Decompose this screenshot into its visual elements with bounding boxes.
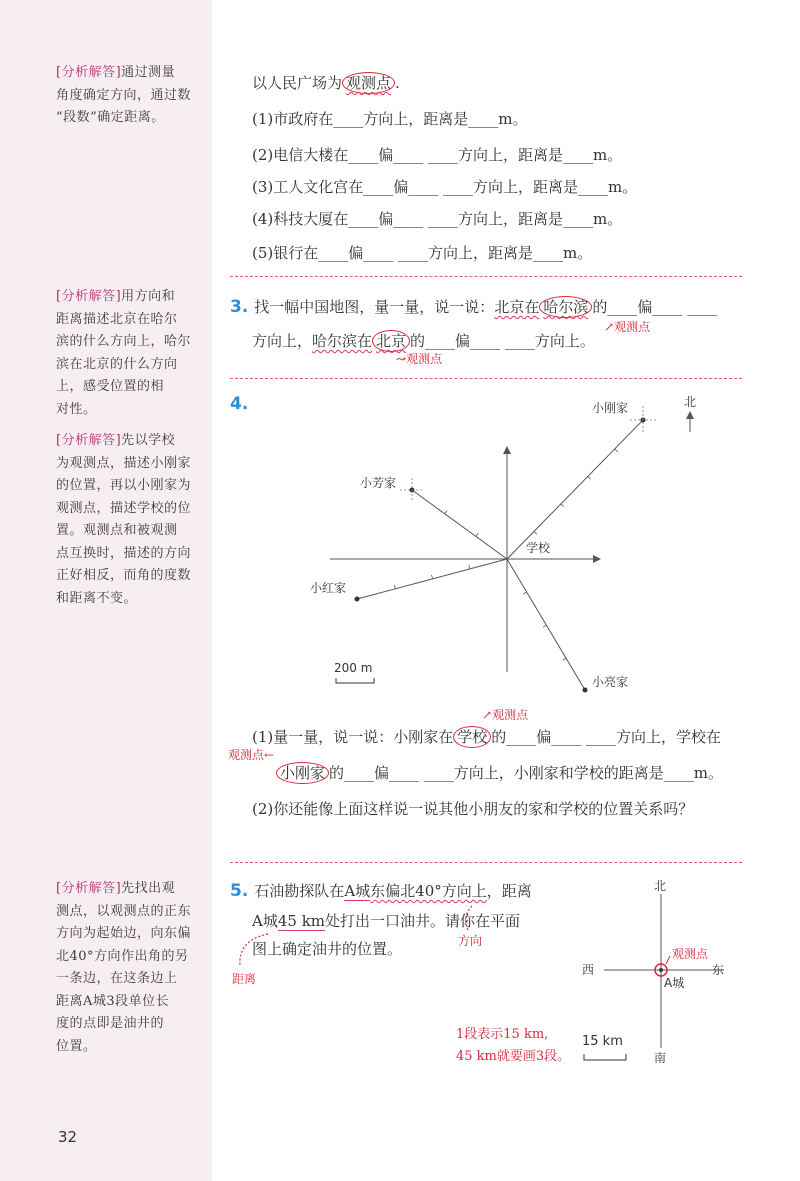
q3-line-2: 方向上，哈尔滨在 北京 的____偏____ ____方向上。 — [252, 332, 595, 350]
q4-ray-xiaohong — [357, 559, 507, 599]
q5-number: 5. — [230, 881, 249, 901]
q5-line-3: 图上确定油井的位置。 — [252, 940, 403, 958]
q5-observe-arrow — [666, 956, 670, 964]
analysis-note-4: [分析解答]先找出观 测点，以观测点的正东 方向为起始边，向东偏 北40°方向作出角的另 一条边，在这条边上 距离A城3段单位长 度的点即是油井的 位置。 — [56, 881, 192, 1054]
q2-intro: 以人民广场为 观测点 . — [252, 74, 400, 92]
q4-handwritten-observe-1: ↗观测点 — [482, 708, 529, 722]
q4-crosshairs — [400, 406, 658, 502]
q4-ray-tick — [588, 476, 591, 479]
page-number: 32 — [58, 1128, 78, 1146]
q2-item-2: (2)电信大楼在____偏____ ____方向上，距离是____m。 — [252, 146, 623, 164]
q4-label-school: 学校 — [526, 541, 551, 555]
q4-ray-tick — [432, 575, 433, 579]
q5-handwritten-distance: 距离 — [232, 972, 257, 986]
q4-label-xiaohong: 小红家 — [310, 581, 347, 595]
q5-north-label: 北 — [654, 879, 667, 893]
q4-scale-label: 200 m — [334, 661, 373, 675]
q2-observe-point-circled: 观测点 — [342, 72, 395, 94]
q5-handwritten-direction: 方向 — [458, 934, 483, 948]
q4-ray-tick — [523, 592, 526, 594]
q4-part2: (2)你还能像上面这样说一说其他小朋友的家和学校的位置关系吗？ — [252, 800, 694, 818]
q2-item-5: (5)银行在____偏____ ____方向上，距离是____m。 — [252, 244, 593, 262]
q5-city-label: A城 — [664, 976, 685, 990]
q4-ray-xiaoliang — [507, 559, 585, 690]
q4-ray-xiaofang — [412, 490, 507, 559]
q3-line-1: 3. 找一幅中国地图，量一量，说一说：北京在 哈尔滨 的____偏____ ____ — [230, 297, 718, 317]
q4-point-xiaoliang — [583, 688, 588, 693]
q4-ray-tick — [563, 658, 566, 660]
q4-label-xiaoliang: 小亮家 — [592, 675, 629, 689]
q4-position-diagram — [300, 392, 760, 692]
q4-ray-xiaogang — [507, 420, 643, 559]
q4-ray-tick — [476, 533, 478, 536]
q3-number: 3. — [230, 297, 249, 317]
analysis-note-2: [分析解答]用方向和 距离描述北京在哈尔 滨的什么方向上，哈尔 滨在北京的什么方向 上，感受位置的相 对性。 — [56, 289, 192, 417]
q4-number: 4. — [230, 394, 249, 414]
q4-handwritten-observe-2: 观测点← — [228, 748, 275, 762]
q4-xiaogang-circled: 小刚家 — [276, 762, 329, 784]
q5-scale-bar — [582, 1052, 632, 1064]
q5-direction-arrow — [454, 902, 484, 932]
q5-city-point — [659, 968, 663, 972]
q5-scale-note: 1段表示15 km, 45 km就要画3段。 — [456, 1027, 571, 1064]
q4-school-circled: 学校 — [453, 726, 491, 748]
q4-ray-tick — [445, 511, 447, 514]
q4-ray-tick — [534, 531, 537, 534]
analysis-note-3: [分析解答]先以学校 为观测点，描述小刚家 的位置，再以小刚家为 观测点，描述学校的位 置。观测点和被观测 点互换时，描述的方向 正好相反，而角的度数 和距离不变。 — [56, 433, 192, 606]
q4-scale-bar — [336, 678, 374, 683]
q5-east-label: 东 — [712, 963, 725, 977]
q5-line-2: A城45 km处打出一口油井。请你在平面 — [252, 912, 521, 930]
q4-label-xiaogang: 小刚家 — [592, 401, 629, 415]
q4-part1-line1: (1)量一量，说一说：小刚家在 学校 的____偏____ ____方向上，学校在 — [252, 728, 722, 746]
q3-handwritten-observe-2: ↝观测点 — [396, 352, 443, 366]
divider-2 — [230, 378, 742, 379]
q3-beijing-circled: 北京 — [372, 330, 410, 352]
q4-ray-tick — [543, 625, 546, 627]
q5-distance-arrow — [228, 928, 278, 968]
q4-part1-line2: 小刚家 的____偏____ ____方向上，小刚家和学校的距离是____m。 — [276, 762, 723, 783]
q5-south-label: 南 — [654, 1051, 667, 1065]
q4-label-xiaofang: 小芳家 — [360, 476, 397, 490]
q5-scale-label: 15 km — [582, 1034, 623, 1049]
divider-1 — [230, 276, 742, 277]
q4-ray-tick — [561, 504, 564, 507]
q2-item-4: (4)科技大厦在____偏____ ____方向上，距离是____m。 — [252, 210, 623, 228]
q4-ray-tick — [615, 449, 618, 452]
q3-handwritten-observe-1: ↗观测点 — [604, 320, 651, 334]
q5-west-label: 西 — [582, 963, 595, 977]
q4-north-label: 北 — [684, 395, 697, 409]
q4-point-xiaohong — [355, 597, 360, 602]
q5-line-1: 5. 石油勘探队在A城东偏北40°方向上，距离 — [230, 881, 532, 901]
q2-item-1: (1)市政府在____方向上，距离是____m。 — [252, 110, 528, 128]
analysis-note-1: [分析解答]通过测量 角度确定方向，通过数 “段数”确定距离。 — [56, 65, 192, 125]
divider-3 — [230, 862, 742, 863]
q2-item-3: (3)工人文化宫在____偏____ ____方向上，距离是____m。 — [252, 178, 638, 196]
q5-observe-label: 观测点 — [672, 947, 709, 961]
q4-ray-tick — [469, 565, 470, 569]
q3-harbin-circled: 哈尔滨 — [539, 296, 592, 318]
q4-ray-tick — [394, 585, 395, 589]
